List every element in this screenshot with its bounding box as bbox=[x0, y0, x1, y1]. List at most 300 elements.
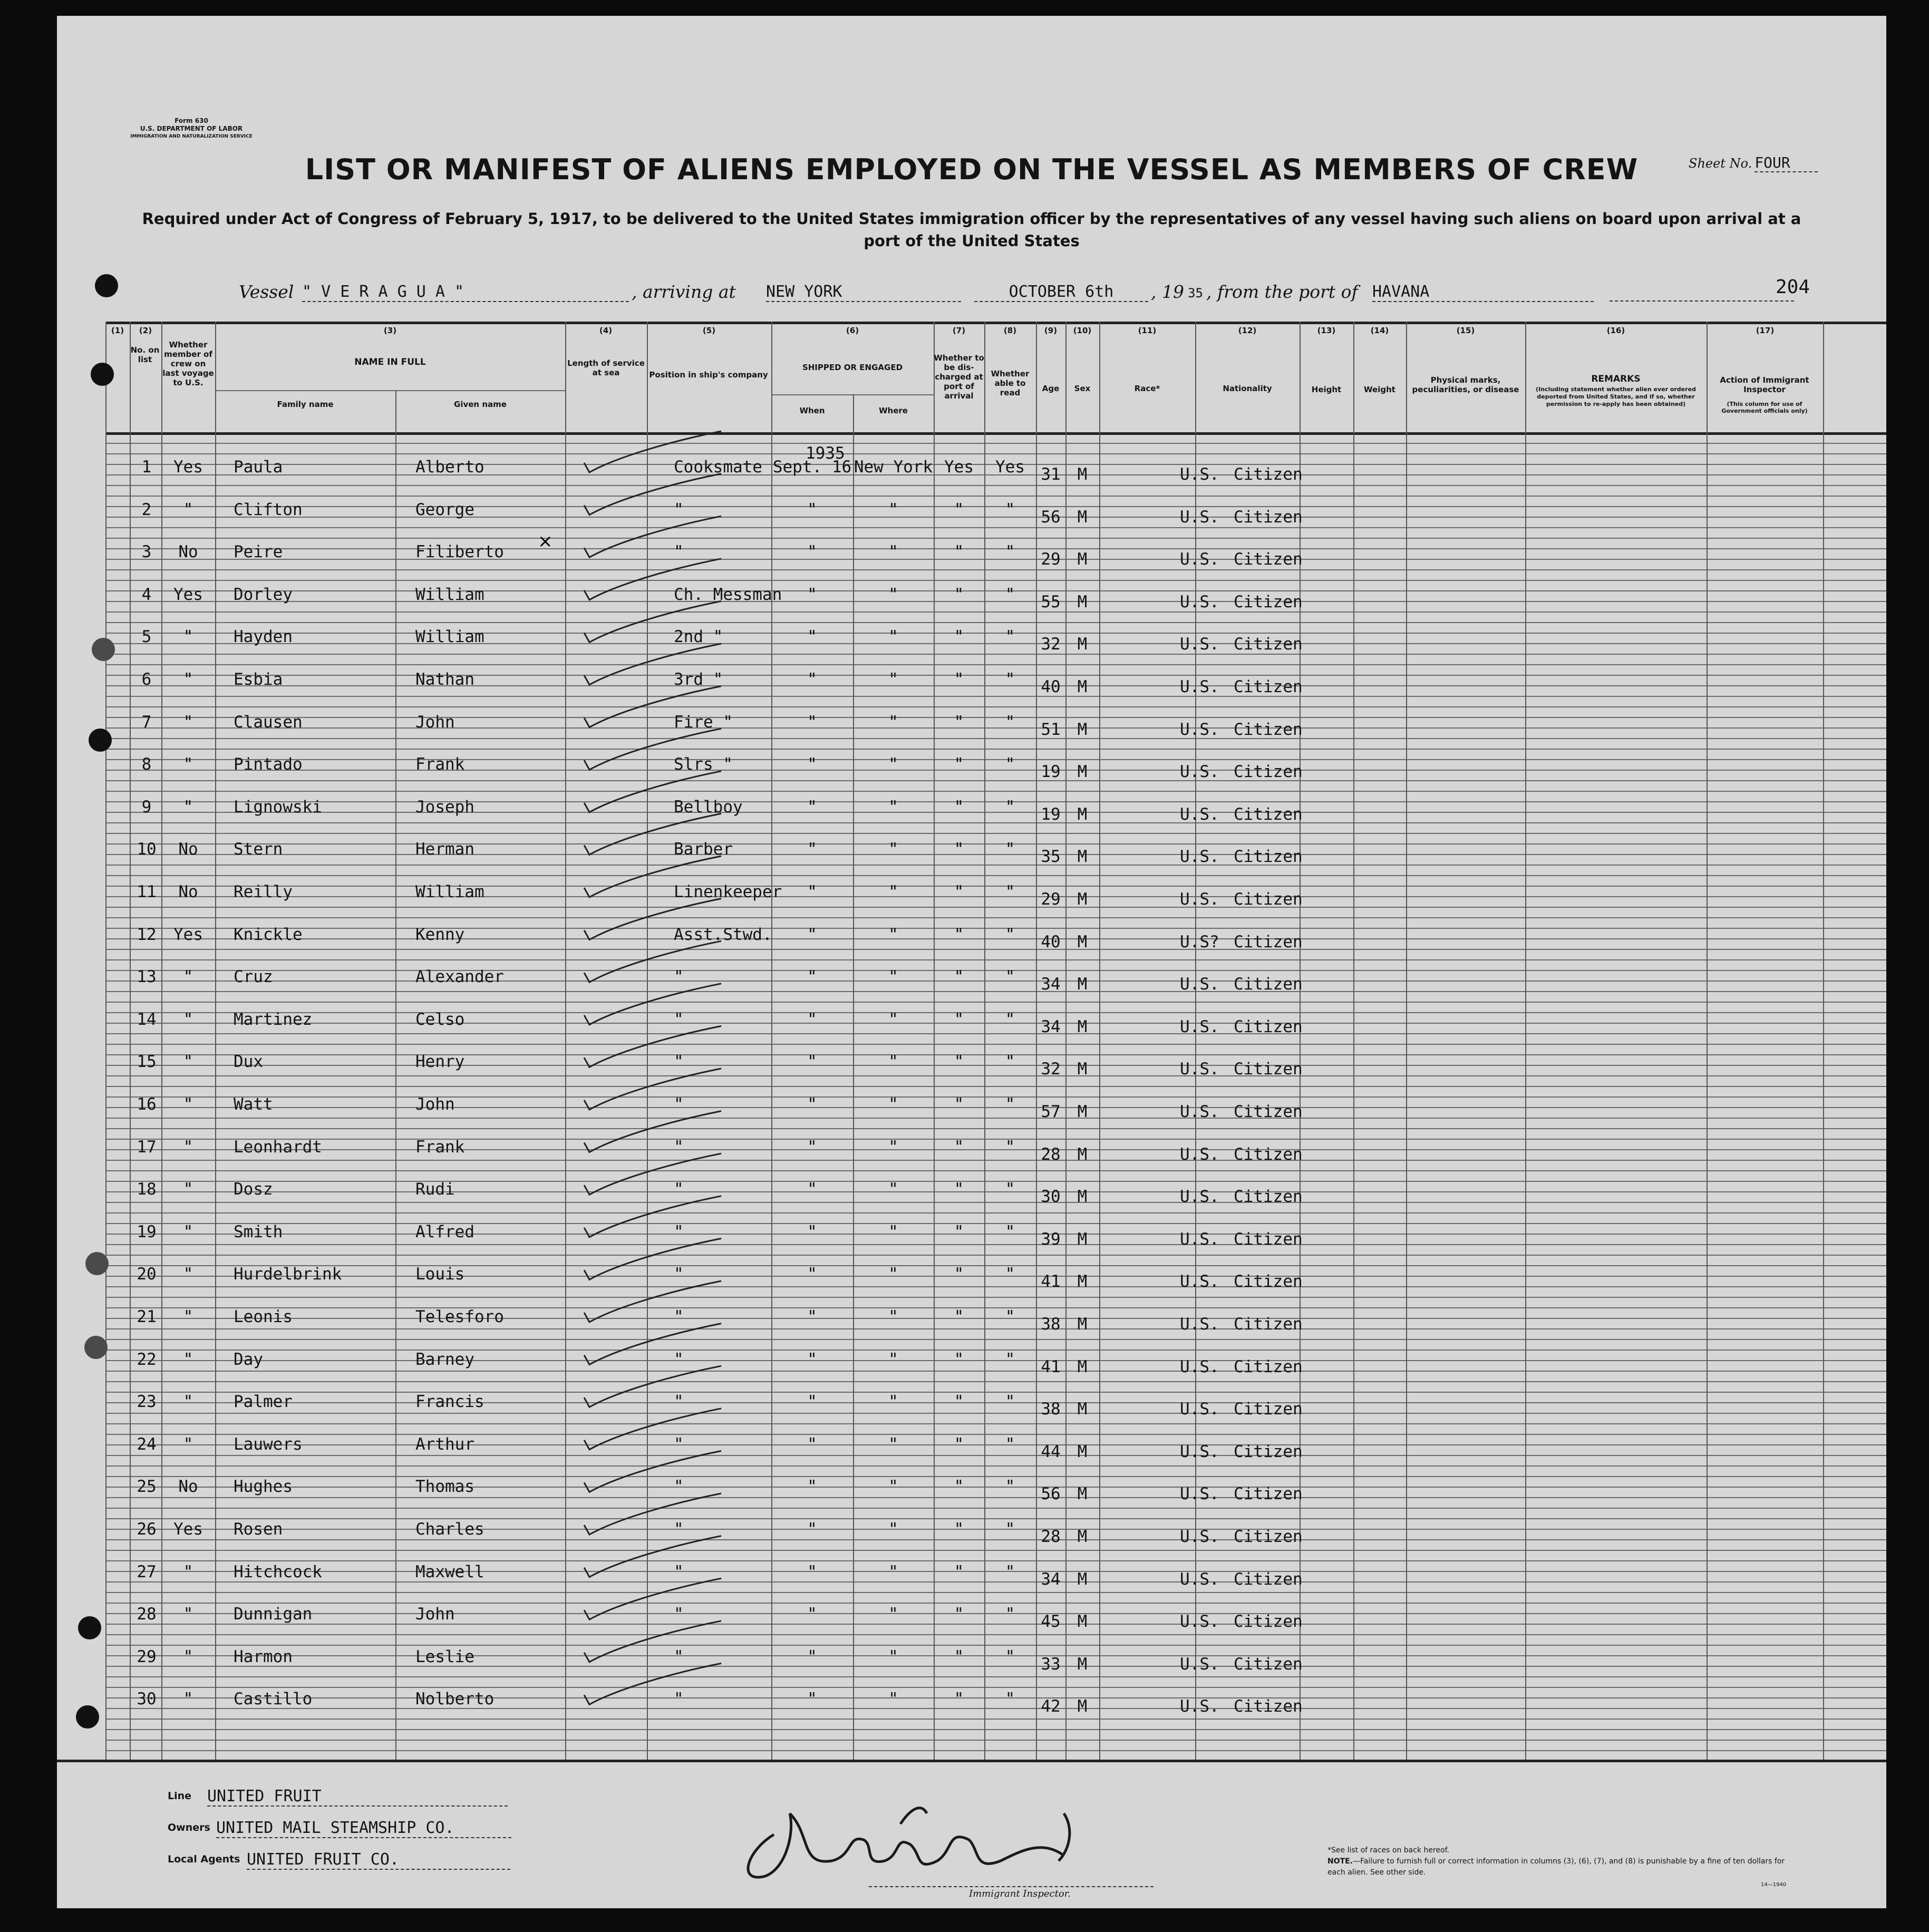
position: Barber bbox=[674, 840, 733, 859]
sex: M bbox=[1077, 975, 1088, 994]
position: " bbox=[674, 1222, 684, 1241]
page-number: 204 bbox=[1776, 276, 1810, 298]
shipped-when: " bbox=[807, 1180, 817, 1199]
row-number: 28 bbox=[137, 1605, 157, 1624]
shipped-where: " bbox=[888, 1009, 898, 1029]
position: " bbox=[674, 1009, 684, 1029]
row-number: 17 bbox=[137, 1137, 157, 1157]
race: U.S. bbox=[1180, 1442, 1219, 1461]
binder-hole bbox=[95, 274, 118, 297]
sex: M bbox=[1077, 1697, 1088, 1716]
nationality: Citizen bbox=[1234, 592, 1303, 611]
shipped-where: " bbox=[888, 925, 898, 944]
check-mark bbox=[584, 1238, 721, 1279]
family-name: Palmer bbox=[234, 1392, 293, 1412]
able-to-read: Yes bbox=[995, 458, 1025, 477]
family-name: Esbia bbox=[234, 670, 283, 689]
header-previous-voyage: Whether member of crew on last voyage to U.S. bbox=[162, 340, 214, 387]
able-to-read: " bbox=[1005, 1095, 1015, 1114]
given-name: Louis bbox=[415, 1265, 465, 1284]
binder-hole bbox=[85, 1252, 109, 1275]
given-name: John bbox=[415, 1605, 455, 1624]
discharged-at-arrival: " bbox=[954, 755, 964, 774]
shipped-when: " bbox=[807, 925, 817, 944]
previous-voyage: " bbox=[183, 500, 193, 519]
previous-voyage: Yes bbox=[173, 925, 203, 944]
shipped-where: " bbox=[888, 1095, 898, 1114]
check-mark bbox=[584, 1026, 721, 1067]
family-name: Hurdelbrink bbox=[234, 1265, 342, 1284]
row-number: 12 bbox=[137, 925, 157, 944]
family-name: Leonis bbox=[234, 1307, 293, 1326]
row-number: 13 bbox=[137, 967, 157, 987]
check-mark bbox=[584, 771, 721, 812]
column-number: (11) bbox=[1138, 326, 1157, 335]
form-department: U.S. DEPARTMENT OF LABOR bbox=[140, 125, 243, 132]
age: 57 bbox=[1041, 1102, 1061, 1121]
discharged-at-arrival: " bbox=[954, 1690, 964, 1709]
header-given-name: Given name bbox=[454, 400, 507, 409]
nationality: Citizen bbox=[1234, 1229, 1303, 1249]
able-to-read: " bbox=[1005, 1052, 1015, 1072]
shipped-when: " bbox=[807, 967, 817, 987]
discharged-at-arrival: " bbox=[954, 1477, 964, 1497]
row-number: 25 bbox=[137, 1477, 157, 1497]
column-number: (13) bbox=[1317, 326, 1336, 335]
given-name: John bbox=[415, 1095, 455, 1114]
check-marks bbox=[57, 16, 1886, 1908]
sex: M bbox=[1077, 465, 1088, 484]
family-name: Dosz bbox=[234, 1180, 273, 1199]
shipped-when: " bbox=[807, 755, 817, 774]
position: 2nd " bbox=[674, 627, 723, 647]
previous-voyage: " bbox=[183, 1180, 193, 1199]
race: U.S. bbox=[1180, 592, 1219, 611]
line-label: Line bbox=[168, 1790, 192, 1802]
age: 55 bbox=[1041, 592, 1061, 611]
given-name: Rudi bbox=[415, 1180, 455, 1199]
family-name: Paula bbox=[234, 458, 283, 477]
check-mark bbox=[584, 1578, 721, 1619]
able-to-read: " bbox=[1005, 755, 1015, 774]
previous-voyage: Yes bbox=[173, 1520, 203, 1539]
discharged-at-arrival: " bbox=[954, 500, 964, 519]
races-note: *See list of races on back hereof. bbox=[1327, 1846, 1449, 1855]
sex: M bbox=[1077, 1017, 1088, 1036]
sex: M bbox=[1077, 550, 1088, 569]
position: " bbox=[674, 1520, 684, 1539]
able-to-read: " bbox=[1005, 1392, 1015, 1412]
shipped-when: " bbox=[807, 1095, 817, 1114]
nationality: Citizen bbox=[1234, 550, 1303, 569]
row-number: 27 bbox=[137, 1562, 157, 1581]
nationality: Citizen bbox=[1234, 762, 1303, 782]
family-name: Knickle bbox=[234, 925, 303, 944]
check-mark bbox=[584, 1153, 721, 1195]
nationality: Citizen bbox=[1234, 975, 1303, 994]
shipped-where: " bbox=[888, 1647, 898, 1666]
form-code: 14—1940 bbox=[1761, 1882, 1787, 1888]
form-service: IMMIGRATION AND NATURALIZATION SERVICE bbox=[130, 134, 253, 139]
family-name: Clifton bbox=[234, 500, 303, 519]
given-name: Kenny bbox=[415, 925, 465, 944]
sex: M bbox=[1077, 1527, 1088, 1546]
check-mark bbox=[584, 686, 721, 727]
previous-voyage: Yes bbox=[173, 585, 203, 604]
discharged-at-arrival: " bbox=[954, 1520, 964, 1539]
sheet-number-label: Sheet No. bbox=[1689, 156, 1752, 171]
form-number: Form 630 bbox=[175, 117, 208, 124]
race: U.S. bbox=[1180, 677, 1219, 696]
sex: M bbox=[1077, 1400, 1088, 1419]
age: 19 bbox=[1041, 804, 1061, 824]
column-number: (7) bbox=[952, 326, 966, 335]
header-age: Age bbox=[1042, 384, 1060, 393]
shipped-when: " bbox=[807, 585, 817, 604]
header-shipped-or-engaged: SHIPPED OR ENGAGED bbox=[802, 363, 903, 372]
able-to-read: " bbox=[1005, 1137, 1015, 1157]
shipped-when: " bbox=[807, 712, 817, 732]
row-number: 2 bbox=[141, 500, 152, 519]
age: 41 bbox=[1041, 1357, 1061, 1376]
previous-voyage: " bbox=[183, 1647, 193, 1666]
shipped-where: " bbox=[888, 1265, 898, 1284]
check-mark bbox=[584, 1621, 721, 1662]
discharged-at-arrival: " bbox=[954, 1350, 964, 1369]
shipped-when: " bbox=[807, 1137, 817, 1157]
age: 34 bbox=[1041, 1017, 1061, 1036]
shipped-when: " bbox=[807, 1562, 817, 1581]
shipped-where: " bbox=[888, 500, 898, 519]
family-name: Smith bbox=[234, 1222, 283, 1241]
discharged-at-arrival: " bbox=[954, 1307, 964, 1326]
column-number: (16) bbox=[1606, 326, 1625, 335]
arriving-label: , arriving at bbox=[632, 281, 736, 302]
manifest-title: LIST OR MANIFEST OF ALIENS EMPLOYED ON THE VESSEL AS MEMBERS OF CREW bbox=[305, 153, 1639, 186]
nationality: Citizen bbox=[1234, 1315, 1303, 1334]
check-mark bbox=[584, 941, 721, 982]
header-position: Position in ship's company bbox=[649, 370, 768, 380]
age: 56 bbox=[1041, 507, 1061, 527]
row-number: 8 bbox=[141, 755, 152, 774]
discharged-at-arrival: " bbox=[954, 1392, 964, 1412]
row-number: 21 bbox=[137, 1307, 157, 1326]
nationality: Citizen bbox=[1234, 1060, 1303, 1079]
family-name: Leonhardt bbox=[234, 1137, 322, 1157]
shipped-where: " bbox=[888, 1520, 898, 1539]
check-mark bbox=[584, 1663, 721, 1704]
given-name: Joseph bbox=[415, 797, 474, 817]
header-inspector-action: Action of Immigrant Inspector bbox=[1720, 375, 1809, 394]
manifest-subtitle-2: port of the United States bbox=[864, 232, 1080, 250]
previous-voyage: " bbox=[183, 627, 193, 647]
sex: M bbox=[1077, 1144, 1088, 1164]
position: " bbox=[674, 542, 684, 562]
race: U.S. bbox=[1180, 1400, 1219, 1419]
position: " bbox=[674, 1052, 684, 1072]
row-number: 15 bbox=[137, 1052, 157, 1072]
age: 34 bbox=[1041, 975, 1061, 994]
nationality: Citizen bbox=[1234, 465, 1303, 484]
given-name: John bbox=[415, 712, 455, 732]
header-remarks: REMARKS bbox=[1591, 374, 1641, 384]
able-to-read: " bbox=[1005, 712, 1015, 732]
able-to-read: " bbox=[1005, 1434, 1015, 1454]
shipped-when: " bbox=[807, 1350, 817, 1369]
column-number: (5) bbox=[702, 326, 716, 335]
shipped-where: " bbox=[888, 1690, 898, 1709]
header-race: Race* bbox=[1134, 384, 1160, 393]
shipped-where: " bbox=[888, 670, 898, 689]
sex: M bbox=[1077, 847, 1088, 867]
previous-voyage: " bbox=[183, 755, 193, 774]
given-name: Celso bbox=[415, 1009, 465, 1029]
age: 38 bbox=[1041, 1400, 1061, 1419]
inspector-signature bbox=[726, 1803, 1106, 1898]
able-to-read: " bbox=[1005, 1647, 1015, 1666]
race: U.S. bbox=[1180, 1060, 1219, 1079]
nationality: Citizen bbox=[1234, 1654, 1303, 1674]
family-name: Dux bbox=[234, 1052, 263, 1072]
shipped-where: " bbox=[888, 542, 898, 562]
position: " bbox=[674, 1095, 684, 1114]
family-name: Stern bbox=[234, 840, 283, 859]
position: Linenkeeper bbox=[674, 882, 782, 901]
row-number: 30 bbox=[137, 1690, 157, 1709]
header-weight: Weight bbox=[1364, 385, 1395, 394]
check-mark bbox=[584, 1536, 721, 1577]
race: U.S. bbox=[1180, 804, 1219, 824]
row-number: 4 bbox=[141, 585, 152, 604]
age: 56 bbox=[1041, 1484, 1061, 1504]
able-to-read: " bbox=[1005, 1520, 1015, 1539]
shipped-when: " bbox=[807, 797, 817, 817]
position: " bbox=[674, 1350, 684, 1369]
check-mark bbox=[584, 899, 721, 940]
position: 3rd " bbox=[674, 670, 723, 689]
discharged-at-arrival: " bbox=[954, 585, 964, 604]
nationality: Citizen bbox=[1234, 507, 1303, 527]
row-number: 6 bbox=[141, 670, 152, 689]
shipped-where: " bbox=[888, 627, 898, 647]
position: Asst.Stwd. bbox=[674, 925, 772, 944]
race: U.S. bbox=[1180, 762, 1219, 782]
shipped-when: " bbox=[807, 1520, 817, 1539]
sex: M bbox=[1077, 592, 1088, 611]
row-number: 26 bbox=[137, 1520, 157, 1539]
shipped-where: New York bbox=[854, 458, 933, 477]
discharged-at-arrival: " bbox=[954, 1095, 964, 1114]
previous-voyage: No bbox=[178, 542, 198, 562]
row-number: 14 bbox=[137, 1009, 157, 1029]
race: U.S. bbox=[1180, 465, 1219, 484]
discharged-at-arrival: " bbox=[954, 1605, 964, 1624]
sex: M bbox=[1077, 1442, 1088, 1461]
shipped-where: " bbox=[888, 1350, 898, 1369]
column-number: (8) bbox=[1003, 326, 1017, 335]
from-port-label: , from the port of bbox=[1206, 281, 1358, 302]
row-number: 23 bbox=[137, 1392, 157, 1412]
nationality: Citizen bbox=[1234, 1187, 1303, 1207]
check-mark bbox=[584, 1324, 721, 1365]
check-mark bbox=[584, 1196, 721, 1237]
shipped-where: " bbox=[888, 1392, 898, 1412]
check-mark bbox=[584, 1111, 721, 1152]
footer-notes bbox=[1327, 1845, 1791, 1878]
nationality: Citizen bbox=[1234, 890, 1303, 909]
position: " bbox=[674, 1265, 684, 1284]
age: 45 bbox=[1041, 1612, 1061, 1632]
given-name: Frank bbox=[415, 755, 465, 774]
previous-voyage: " bbox=[183, 1350, 193, 1369]
previous-voyage: Yes bbox=[173, 458, 203, 477]
given-name: George bbox=[415, 500, 474, 519]
shipped-when: " bbox=[807, 1477, 817, 1497]
given-name: Nolberto bbox=[415, 1690, 495, 1709]
owners-label: Owners bbox=[168, 1822, 210, 1833]
age: 29 bbox=[1041, 890, 1061, 909]
year-prefix: , 19 bbox=[1151, 281, 1184, 302]
family-name: Cruz bbox=[234, 967, 273, 987]
age: 42 bbox=[1041, 1697, 1061, 1716]
position: " bbox=[674, 1690, 684, 1709]
race: U.S? bbox=[1180, 932, 1219, 952]
row-number: 29 bbox=[137, 1647, 157, 1666]
check-mark bbox=[584, 856, 721, 897]
previous-voyage: " bbox=[183, 1265, 193, 1284]
family-name: Castillo bbox=[234, 1690, 313, 1709]
family-name: Harmon bbox=[234, 1647, 293, 1666]
age: 40 bbox=[1041, 677, 1061, 696]
able-to-read: " bbox=[1005, 1307, 1015, 1326]
sex: M bbox=[1077, 932, 1088, 952]
binder-hole bbox=[91, 363, 114, 386]
column-number: (17) bbox=[1756, 326, 1775, 335]
discharged-at-arrival: " bbox=[954, 670, 964, 689]
check-mark bbox=[584, 1451, 721, 1492]
footer-carrier-info bbox=[168, 1787, 695, 1882]
position: " bbox=[674, 500, 684, 519]
header-height: Height bbox=[1311, 385, 1342, 394]
family-name: Reilly bbox=[234, 882, 293, 901]
sex: M bbox=[1077, 1315, 1088, 1334]
shipped-where: " bbox=[888, 712, 898, 732]
shipped-when: " bbox=[807, 1009, 817, 1029]
line-value: UNITED FRUIT bbox=[207, 1787, 508, 1807]
age: 31 bbox=[1041, 465, 1061, 484]
nationality: Citizen bbox=[1234, 1272, 1303, 1292]
position: Bellboy bbox=[674, 797, 743, 817]
age: 38 bbox=[1041, 1315, 1061, 1334]
age: 30 bbox=[1041, 1187, 1061, 1207]
discharged-at-arrival: " bbox=[954, 542, 964, 562]
previous-voyage: " bbox=[183, 1307, 193, 1326]
discharged-at-arrival: " bbox=[954, 1009, 964, 1029]
discharged-at-arrival: " bbox=[954, 840, 964, 859]
shipped-where: " bbox=[888, 1605, 898, 1624]
given-name: William bbox=[415, 585, 484, 604]
discharged-at-arrival: " bbox=[954, 712, 964, 732]
able-to-read: " bbox=[1005, 627, 1015, 647]
able-to-read: " bbox=[1005, 1690, 1015, 1709]
column-number: (9) bbox=[1044, 326, 1058, 335]
race: U.S. bbox=[1180, 1569, 1219, 1589]
check-mark bbox=[584, 1409, 721, 1450]
race: U.S. bbox=[1180, 635, 1219, 654]
nationality: Citizen bbox=[1234, 847, 1303, 867]
sex: M bbox=[1077, 890, 1088, 909]
row-number: 19 bbox=[137, 1222, 157, 1241]
row-number: 24 bbox=[137, 1434, 157, 1454]
age: 34 bbox=[1041, 1569, 1061, 1589]
able-to-read: " bbox=[1005, 585, 1015, 604]
family-name: Hayden bbox=[234, 627, 293, 647]
discharged-at-arrival: " bbox=[954, 925, 964, 944]
race: U.S. bbox=[1180, 1357, 1219, 1376]
race: U.S. bbox=[1180, 720, 1219, 739]
family-name: Lauwers bbox=[234, 1434, 303, 1454]
age: 33 bbox=[1041, 1654, 1061, 1674]
previous-voyage: No bbox=[178, 1477, 198, 1497]
discharged-at-arrival: " bbox=[954, 1052, 964, 1072]
sex: M bbox=[1077, 1187, 1088, 1207]
given-name: Maxwell bbox=[415, 1562, 484, 1581]
age: 41 bbox=[1041, 1272, 1061, 1292]
race: U.S. bbox=[1180, 1315, 1219, 1334]
row-number: 10 bbox=[137, 840, 157, 859]
discharged-at-arrival: " bbox=[954, 882, 964, 901]
owners-value: UNITED MAIL STEAMSHIP CO. bbox=[216, 1819, 511, 1838]
age: 28 bbox=[1041, 1144, 1061, 1164]
nationality: Citizen bbox=[1234, 932, 1303, 952]
row-number: 7 bbox=[141, 712, 152, 732]
shipped-where: " bbox=[888, 797, 898, 817]
sex: M bbox=[1077, 1612, 1088, 1632]
column-number: (1) bbox=[111, 326, 124, 335]
vessel-label: Vessel bbox=[239, 281, 294, 302]
shipped-where: " bbox=[888, 1222, 898, 1241]
given-name: Barney bbox=[415, 1350, 474, 1369]
binder-hole bbox=[89, 729, 112, 752]
binder-hole bbox=[92, 638, 115, 661]
nationality: Citizen bbox=[1234, 1527, 1303, 1546]
sex: M bbox=[1077, 1357, 1088, 1376]
position: Ch. Messman bbox=[674, 585, 782, 604]
previous-voyage: " bbox=[183, 967, 193, 987]
shipped-where: " bbox=[888, 755, 898, 774]
binder-hole bbox=[76, 1705, 99, 1729]
arrival-port: NEW YORK bbox=[766, 283, 961, 302]
row-number: 11 bbox=[137, 882, 157, 901]
previous-voyage: " bbox=[183, 1052, 193, 1072]
agents-label: Local Agents bbox=[168, 1853, 240, 1865]
row-number: 9 bbox=[141, 797, 152, 817]
sex: M bbox=[1077, 1484, 1088, 1504]
column-number: (15) bbox=[1456, 326, 1475, 335]
sex: M bbox=[1077, 635, 1088, 654]
row-number: 18 bbox=[137, 1180, 157, 1199]
family-name: Rosen bbox=[234, 1520, 283, 1539]
able-to-read: " bbox=[1005, 670, 1015, 689]
family-name: Lignowski bbox=[234, 797, 322, 817]
position: " bbox=[674, 1562, 684, 1581]
position: " bbox=[674, 1647, 684, 1666]
sex: M bbox=[1077, 1229, 1088, 1249]
sheet-number-value: FOUR bbox=[1754, 154, 1818, 172]
row-number: 22 bbox=[137, 1350, 157, 1369]
given-name: Frank bbox=[415, 1137, 465, 1157]
discharged-at-arrival: " bbox=[954, 1137, 964, 1157]
